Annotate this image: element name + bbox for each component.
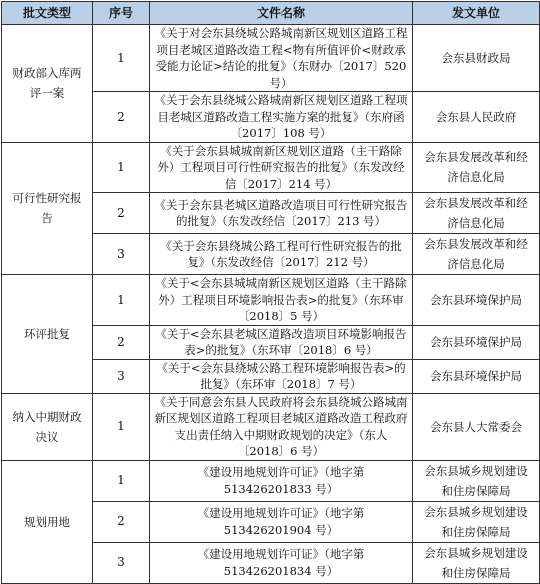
table-row bbox=[2, 142, 540, 193]
document-name-cell: 《建设用地规划许可证》（地字第513426201833 号） bbox=[150, 460, 413, 501]
category-cell: 环评批复 bbox=[2, 275, 93, 394]
seq-cell: 1 bbox=[93, 275, 150, 326]
approval-documents-table bbox=[1, 1, 540, 584]
document-name-cell: 《关于会东县城城南新区规划区道路（主干路除外）工程项目可行性研究报告的批复》（东发改经信〔2017〕214 号） bbox=[150, 142, 413, 193]
category-cell: 规划用地 bbox=[2, 460, 93, 583]
document-name-cell: 《建设用地规划许可证》（地字第513426201834 号） bbox=[150, 542, 413, 583]
issuing-unit-cell: 会东县人民政府 bbox=[413, 92, 540, 143]
header-issuing-unit: 发文单位 bbox=[413, 2, 540, 25]
header-document-name: 文件名称 bbox=[150, 2, 413, 25]
document-name-cell: 《关于对会东县绕城公路城南新区规划区道路工程项目老城区道路改造工程<物有所值评价<财政承受能力论证>结论的批复》（东财办〔2017〕520 号） bbox=[150, 25, 413, 92]
issuing-unit-cell: 会东县城乡规划建设和住房保障局 bbox=[413, 501, 540, 542]
seq-cell: 2 bbox=[93, 501, 150, 542]
document-name-cell: 《关于<会东县城城南新区规划区道路（主干路除外）工程项目环境影响报告表>的批复》（东环审〔2018〕5 号） bbox=[150, 275, 413, 326]
table-row bbox=[2, 460, 540, 501]
seq-cell: 1 bbox=[93, 393, 150, 460]
document-name-cell: 《关于<会东县老城区道路改造项目环境影响报告表>的批复》（东环审〔2018〕6 号） bbox=[150, 325, 413, 359]
seq-cell: 2 bbox=[93, 92, 150, 143]
table-row bbox=[2, 275, 540, 326]
document-name-cell: 《建设用地规划许可证》（地字第513426201904 号） bbox=[150, 501, 413, 542]
document-name-cell: 《关于<会东县绕城公路工程环境影响报告表>的批复》（东环审〔2018〕7 号） bbox=[150, 359, 413, 393]
seq-cell: 1 bbox=[93, 460, 150, 501]
document-name-cell: 《关于会东县绕城公路城南新区规划区道路工程项目老城区道路改造工程实施方案的批复》（东府函〔2017〕108 号） bbox=[150, 92, 413, 143]
category-cell: 可行性研究报告 bbox=[2, 142, 93, 275]
seq-cell: 1 bbox=[93, 25, 150, 92]
seq-cell: 2 bbox=[93, 193, 150, 234]
issuing-unit-cell: 会东县发展改革和经济信息化局 bbox=[413, 234, 540, 275]
seq-cell: 3 bbox=[93, 234, 150, 275]
issuing-unit-cell: 会东县城乡规划建设和住房保障局 bbox=[413, 542, 540, 583]
table-row bbox=[2, 393, 540, 460]
issuing-unit-cell: 会东县发展改革和经济信息化局 bbox=[413, 142, 540, 193]
seq-cell: 3 bbox=[93, 359, 150, 393]
document-name-cell: 《关于同意会东县人民政府将会东县绕城公路城南新区规划区道路工程项目老城区道路改造工程政府支出责任纳入中期财政规划的决定》（东人〔2018〕6 号） bbox=[150, 393, 413, 460]
issuing-unit-cell: 会东县发展改革和经济信息化局 bbox=[413, 193, 540, 234]
seq-cell: 3 bbox=[93, 542, 150, 583]
table-row bbox=[2, 25, 540, 92]
header-row bbox=[2, 2, 540, 25]
issuing-unit-cell: 会东县财政局 bbox=[413, 25, 540, 92]
category-cell: 纳入中期财政决议 bbox=[2, 393, 93, 460]
issuing-unit-cell: 会东县人大常委会 bbox=[413, 393, 540, 460]
category-cell: 财政部入库两评一案 bbox=[2, 25, 93, 143]
header-category: 批文类型 bbox=[2, 2, 93, 25]
seq-cell: 1 bbox=[93, 142, 150, 193]
issuing-unit-cell: 会东县环境保护局 bbox=[413, 325, 540, 359]
issuing-unit-cell: 会东县环境保护局 bbox=[413, 275, 540, 326]
document-name-cell: 《关于会东县绕城公路工程可行性研究报告的批复》（东发改经信〔2017〕212 号） bbox=[150, 234, 413, 275]
issuing-unit-cell: 会东县环境保护局 bbox=[413, 359, 540, 393]
document-name-cell: 《关于会东县老城区道路改造项目可行性研究报告的批复》（东发改经信〔2017〕213 号） bbox=[150, 193, 413, 234]
seq-cell: 2 bbox=[93, 325, 150, 359]
issuing-unit-cell: 会东县城乡规划建设和住房保障局 bbox=[413, 460, 540, 501]
header-seq: 序号 bbox=[93, 2, 150, 25]
